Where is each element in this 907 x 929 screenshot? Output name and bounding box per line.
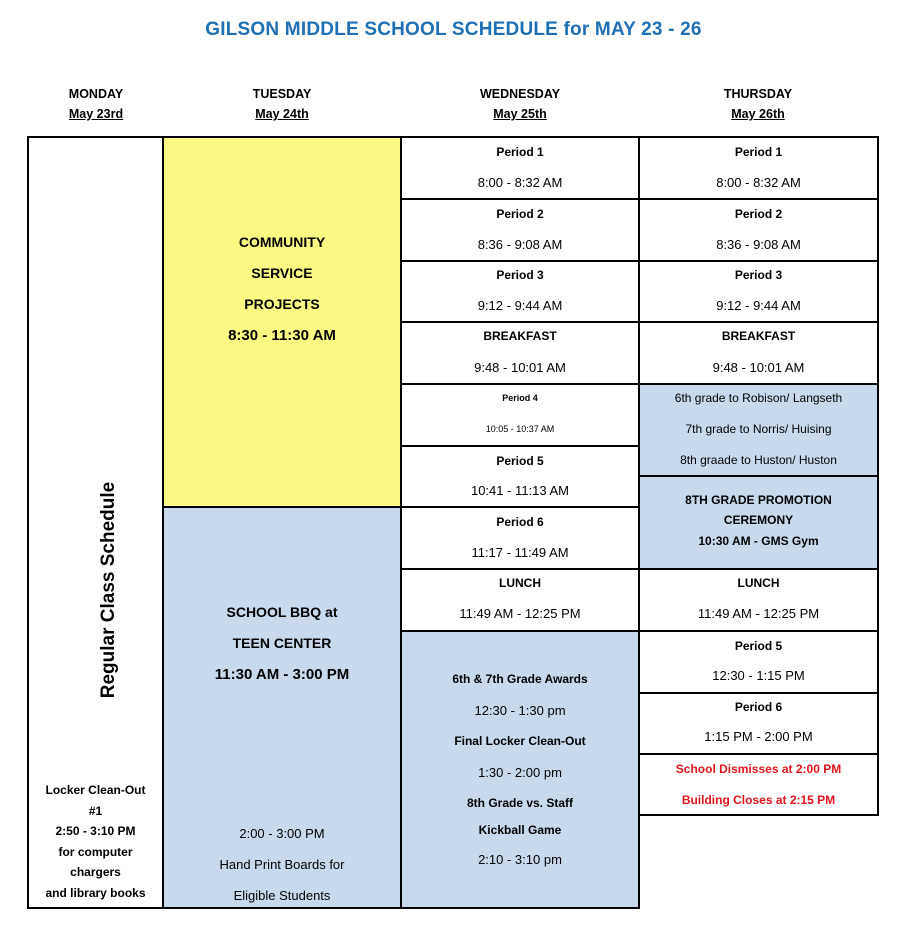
period-time: 8:00 - 8:32 AM bbox=[477, 175, 563, 190]
wed-period-6 bbox=[400, 506, 640, 570]
community-line: SERVICE bbox=[251, 265, 313, 281]
period-time: 11:17 - 11:49 AM bbox=[471, 545, 569, 560]
promotion-line: 8TH GRADE PROMOTION bbox=[685, 493, 832, 507]
period-label: Period 6 bbox=[734, 700, 783, 714]
thu-period-2 bbox=[638, 198, 879, 262]
event-time: 1:30 - 2:00 pm bbox=[478, 765, 562, 780]
day-date: May 25th bbox=[493, 107, 547, 121]
period-label: BREAKFAST bbox=[721, 329, 796, 343]
wed-period-2 bbox=[400, 198, 640, 262]
locker-line: Locker Clean-Out bbox=[45, 783, 146, 797]
event-line: 6th & 7th Grade Awards bbox=[452, 672, 588, 686]
period-label: Period 2 bbox=[496, 207, 544, 221]
school-bbq-block bbox=[162, 506, 402, 909]
period-time: 8:00 - 8:32 AM bbox=[716, 175, 801, 190]
thu-dismissal bbox=[638, 753, 879, 816]
day-name: MONDAY bbox=[68, 87, 124, 101]
period-label: LUNCH bbox=[737, 576, 780, 590]
period-label: Period 3 bbox=[496, 268, 544, 282]
thu-lunch bbox=[638, 568, 879, 632]
event-time: 12:30 - 1:30 pm bbox=[474, 703, 566, 718]
thu-period-5 bbox=[638, 630, 879, 694]
period-label: Period 5 bbox=[496, 454, 544, 468]
locker-line: #1 bbox=[88, 804, 103, 818]
period-label: Period 4 bbox=[502, 393, 538, 403]
promotion-time: 10:30 AM - GMS Gym bbox=[698, 534, 819, 548]
community-line: COMMUNITY bbox=[238, 234, 326, 250]
locker-line: for computer bbox=[58, 845, 133, 859]
locker-line: 2:50 - 3:10 PM bbox=[55, 824, 136, 838]
period-time: 1:15 PM - 2:00 PM bbox=[704, 729, 813, 744]
day-date: May 24th bbox=[255, 107, 309, 121]
day-name: WEDNESDAY bbox=[479, 87, 561, 101]
room-line: 7th grade to Norris/ Huising bbox=[685, 422, 832, 436]
period-time: 9:12 - 9:44 AM bbox=[716, 298, 801, 313]
day-header-thursday bbox=[638, 84, 878, 124]
thu-grade-rooms bbox=[638, 383, 879, 477]
wed-breakfast bbox=[400, 321, 640, 385]
period-label: Period 5 bbox=[734, 639, 783, 653]
period-label: Period 3 bbox=[734, 268, 783, 282]
community-service-block bbox=[162, 136, 402, 508]
period-label: BREAKFAST bbox=[483, 329, 557, 343]
bbq-time: 11:30 AM - 3:00 PM bbox=[214, 666, 350, 683]
day-date: May 23rd bbox=[68, 107, 124, 121]
thu-period-1 bbox=[638, 136, 879, 200]
period-time: 8:36 - 9:08 AM bbox=[716, 237, 801, 252]
handprint-line: Eligible Students bbox=[233, 888, 331, 903]
period-label: Period 2 bbox=[734, 207, 783, 221]
thu-period-6 bbox=[638, 692, 879, 755]
period-time: 9:48 - 10:01 AM bbox=[712, 360, 805, 375]
building-close-line: Building Closes at 2:15 PM bbox=[681, 793, 836, 807]
monday-column bbox=[27, 136, 164, 909]
dismiss-line: School Dismisses at 2:00 PM bbox=[675, 762, 842, 776]
promotion-line: CEREMONY bbox=[723, 513, 794, 527]
period-label: Period 1 bbox=[734, 145, 783, 159]
thu-period-3 bbox=[638, 260, 879, 323]
bbq-line: TEEN CENTER bbox=[232, 635, 332, 651]
wed-period-5 bbox=[400, 445, 640, 508]
community-time: 8:30 - 11:30 AM bbox=[228, 327, 336, 344]
wed-lunch bbox=[400, 568, 640, 632]
period-time: 8:36 - 9:08 AM bbox=[477, 237, 563, 252]
locker-line: chargers bbox=[70, 865, 121, 879]
community-line: PROJECTS bbox=[244, 296, 320, 312]
day-date: May 26th bbox=[731, 107, 785, 121]
period-time: 10:41 - 11:13 AM bbox=[470, 483, 570, 498]
day-header-wednesday bbox=[402, 84, 638, 124]
period-time: 11:49 AM - 12:25 PM bbox=[459, 606, 581, 621]
handprint-line: Hand Print Boards for bbox=[219, 857, 345, 872]
thu-promotion-ceremony bbox=[638, 475, 879, 570]
wed-period-1 bbox=[400, 136, 640, 200]
bbq-line: SCHOOL BBQ at bbox=[226, 604, 338, 620]
event-line: 8th Grade vs. Staff bbox=[466, 796, 574, 810]
handprint-time: 2:00 - 3:00 PM bbox=[239, 826, 325, 841]
wed-afternoon-events bbox=[400, 630, 640, 909]
event-time: 2:10 - 3:10 pm bbox=[478, 852, 562, 867]
period-label: LUNCH bbox=[499, 576, 541, 590]
day-header-monday bbox=[30, 84, 162, 124]
period-label: Period 6 bbox=[496, 515, 544, 529]
period-time: 12:30 - 1:15 PM bbox=[712, 668, 805, 683]
locker-line: and library books bbox=[45, 886, 146, 900]
period-time: 9:12 - 9:44 AM bbox=[477, 298, 563, 313]
period-label: Period 1 bbox=[496, 145, 544, 159]
page-title: GILSON MIDDLE SCHOOL SCHEDULE for MAY 23 - 26 bbox=[205, 19, 702, 40]
room-line: 6th grade to Robison/ Langseth bbox=[674, 391, 843, 405]
period-time: 9:48 - 10:01 AM bbox=[474, 360, 566, 375]
event-line: Kickball Game bbox=[478, 823, 562, 837]
wed-period-3 bbox=[400, 260, 640, 323]
room-line: 8th graade to Huston/ Huston bbox=[680, 453, 837, 467]
wed-period-4 bbox=[400, 383, 640, 447]
event-line: Final Locker Clean-Out bbox=[454, 734, 586, 748]
period-time: 11:49 AM - 12:25 PM bbox=[697, 606, 820, 621]
period-time: 10:05 - 10:37 AM bbox=[485, 424, 555, 434]
regular-schedule-label: Regular Class Schedule bbox=[98, 481, 119, 699]
thu-breakfast bbox=[638, 321, 879, 385]
day-name: TUESDAY bbox=[252, 87, 312, 101]
day-name: THURSDAY bbox=[723, 87, 793, 101]
day-header-tuesday bbox=[162, 84, 402, 124]
